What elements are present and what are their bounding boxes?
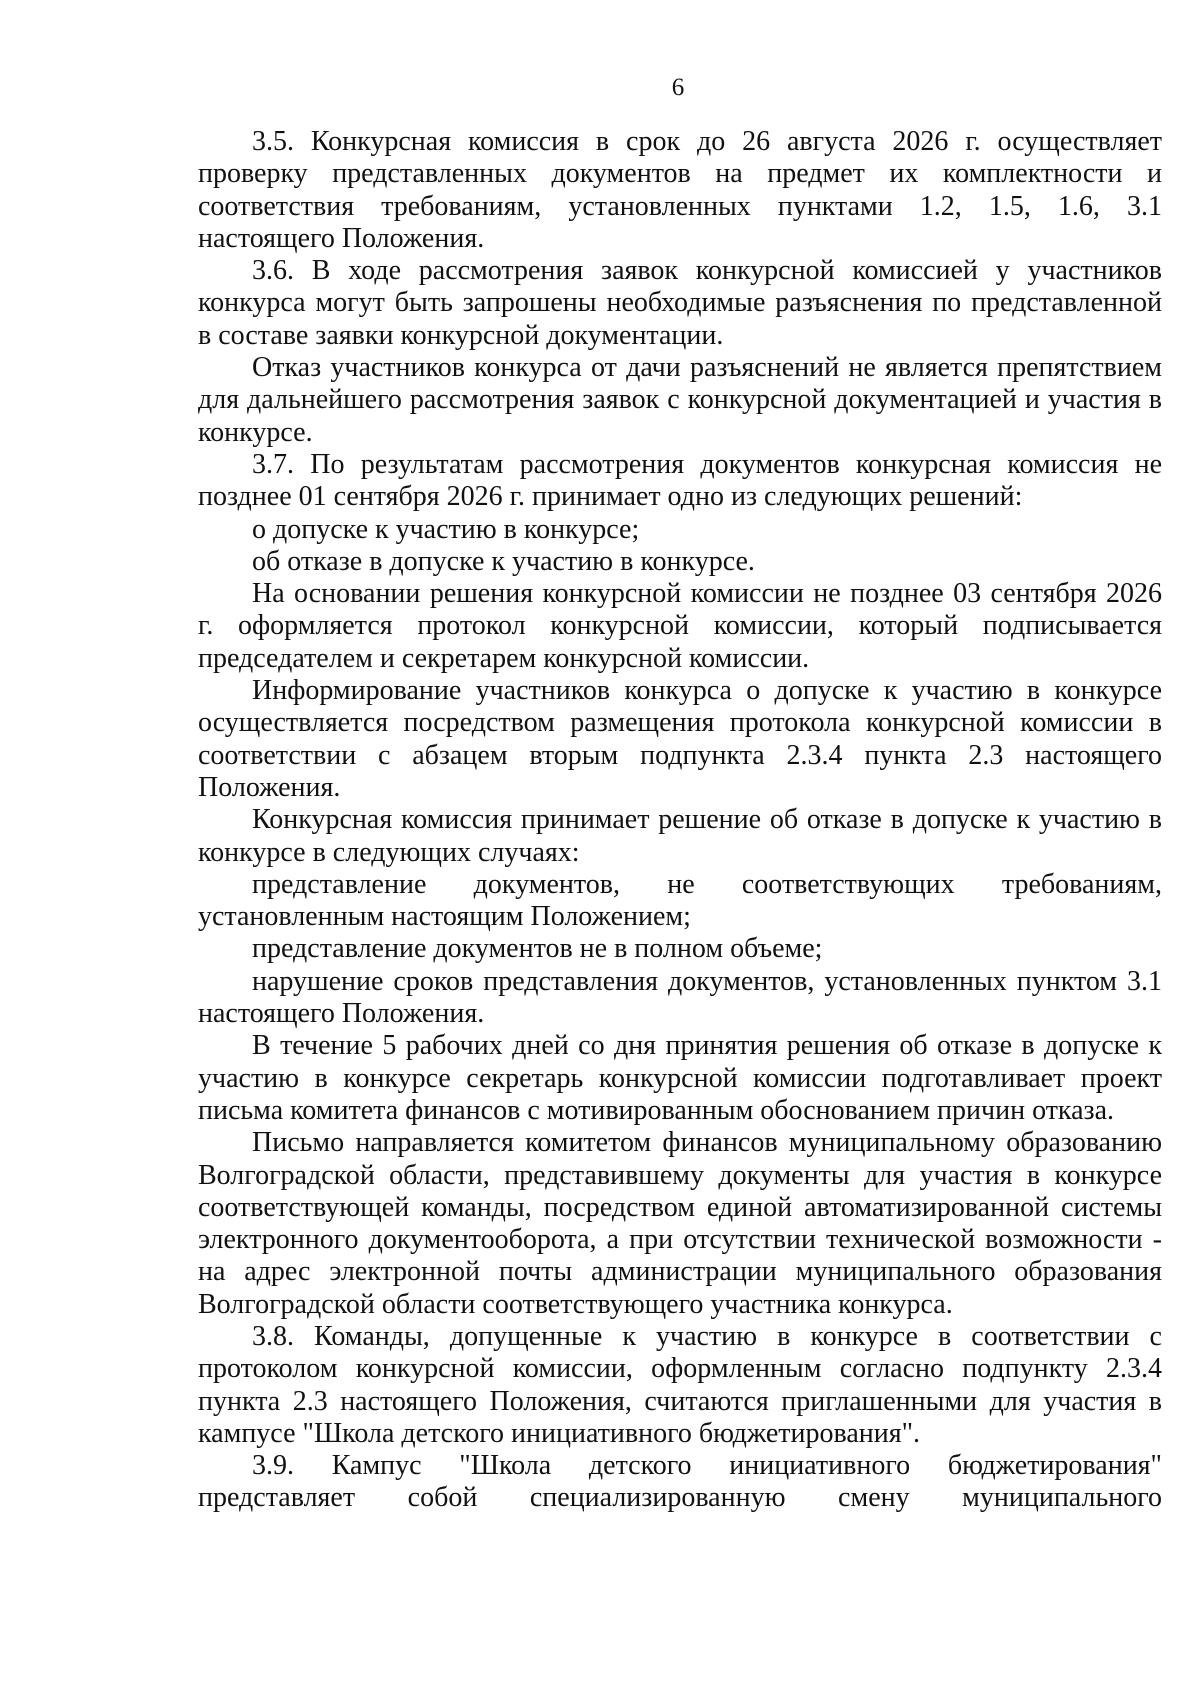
paragraph-case-incomplete: представление документов не в полном объеме; bbox=[252, 933, 823, 965]
paragraph-decision-refuse: об отказе в допуске к участию в конкурсе. bbox=[252, 545, 755, 577]
paragraph-3-5: 3.5. Конкурсная комиссия в срок до 26 августа 2026 г. осуществляет проверку представленных документов на предмет их комплектности и соответствия требованиям, установленных пунктами 1.2, 1.5, 1.6, 3.1 настоящего Положения. bbox=[198, 126, 1162, 254]
paragraph-case-noncompliant: представление документов, не соответствующих требованиям, установленным настоящим Положением; bbox=[198, 868, 1162, 933]
paragraph-informing: Информирование участников конкурса о допуске к участию в конкурсе осуществляется посредством размещения протокола конкурсной комиссии в соответствии с абзацем вторым подпункта 2.3.4 пункта 2.3 настоящего Положения. bbox=[198, 675, 1162, 803]
paragraph-3-7: 3.7. По результатам рассмотрения документов конкурсная комиссия не позднее 01 сентября 2026 г. принимает одно из следующих решений: bbox=[198, 448, 1162, 513]
paragraph-refusal-cases: Конкурсная комиссия принимает решение об отказе в допуске к участию в конкурсе в следующих случаях: bbox=[198, 804, 1162, 868]
paragraph-decision-admit: о допуске к участию в конкурсе; bbox=[252, 513, 640, 545]
paragraph-3-8: 3.8. Команды, допущенные к участию в конкурсе в соответствии с протоколом конкурсной комиссии, оформленным согласно подпункту 2.3.4 пункта 2.3 настоящего Положения, считаются приглашенными для участия в кампусе "Школа детского инициативного бюджетирования". bbox=[198, 1320, 1162, 1449]
paragraph-case-deadline: нарушение сроков представления документов, установленных пунктом 3.1 настоящего Положения. bbox=[198, 965, 1162, 1030]
document-body bbox=[198, 126, 1162, 1515]
paragraph-refusal-letter-draft: В течение 5 рабочих дней со дня принятия решения об отказе в допуске к участию в конкурсе секретарь конкурсной комиссии подготавливает проект письма комитета финансов с мотивированным обоснованием причин отказа. bbox=[198, 1030, 1162, 1126]
paragraph-3-9: 3.9. Кампус "Школа детского инициативного бюджетирования" представляет собой специализированную смену муниципального bbox=[198, 1450, 1162, 1514]
paragraph-protocol: На основании решения конкурсной комиссии не позднее 03 сентября 2026 г. оформляется протокол конкурсной комиссии, который подписывается председателем и секретарем конкурсной комиссии. bbox=[198, 578, 1162, 674]
paragraph-letter-sending: Письмо направляется комитетом финансов муниципальному образованию Волгоградской области, представившему документы для участия в конкурсе соответствующей команды, посредством единой автоматизированной системы электронного документооборота, а при отсутствии технической возможности - на адрес электронной почты администрации муниципального образования Волгоградской области соответствующего участника конкурса. bbox=[198, 1127, 1162, 1320]
page-number: 6 bbox=[671, 74, 685, 101]
paragraph-3-6: 3.6. В ходе рассмотрения заявок конкурсной комиссией у участников конкурса могут быть запрошены необходимые разъяснения по представленной в составе заявки конкурсной документации. bbox=[198, 255, 1162, 351]
paragraph-refusal-explanations: Отказ участников конкурса от дачи разъяснений не является препятствием для дальнейшего рассмотрения заявок с конкурсной документацией и участия в конкурсе. bbox=[198, 352, 1162, 448]
